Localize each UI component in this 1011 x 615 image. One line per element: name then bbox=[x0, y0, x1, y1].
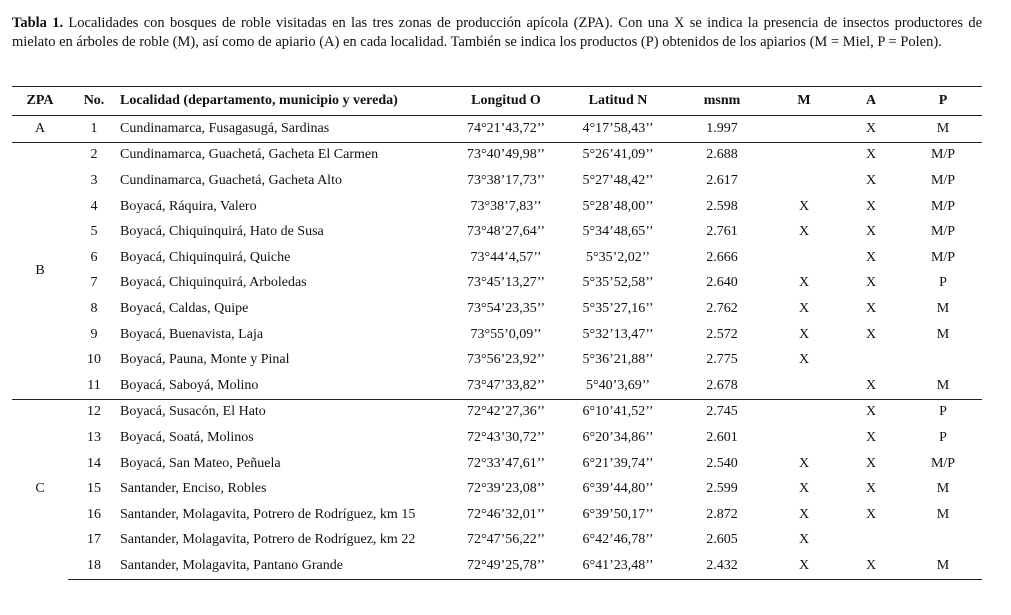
longitud-cell: 74°21’43,72’’ bbox=[450, 116, 562, 143]
productos-cell: M bbox=[936, 300, 950, 316]
productos-cell bbox=[904, 528, 982, 554]
header-latitud: Latitud N bbox=[562, 87, 674, 116]
mielato-cell bbox=[770, 142, 838, 168]
row-number: 5 bbox=[90, 224, 98, 240]
table-row bbox=[12, 347, 982, 373]
latitud-cell: 5°40’3,69’’ bbox=[585, 377, 651, 393]
mielato-cell: X bbox=[798, 506, 810, 522]
apiario-cell: X bbox=[865, 481, 877, 497]
localidad-cell: Santander, Enciso, Robles bbox=[120, 481, 267, 497]
table-row bbox=[12, 271, 982, 297]
productos-cell: M bbox=[904, 553, 982, 579]
localidad-cell: Boyacá, Chiquinquirá, Arboledas bbox=[120, 275, 307, 291]
longitud-cell: 73°44’4,57’’ bbox=[470, 249, 542, 265]
caption-label: Tabla 1. bbox=[12, 15, 64, 31]
mielato-cell bbox=[770, 425, 838, 451]
productos-cell: M/P bbox=[904, 142, 982, 168]
row-number: 12 bbox=[68, 399, 120, 425]
msnm-cell: 1.997 bbox=[674, 116, 770, 143]
mielato-cell bbox=[770, 399, 838, 425]
row-number: 16 bbox=[87, 506, 101, 522]
table-row bbox=[12, 194, 982, 220]
row-number: 8 bbox=[90, 300, 98, 316]
msnm-cell: 2.617 bbox=[706, 172, 738, 188]
apiario-cell: X bbox=[865, 377, 877, 393]
longitud-cell: 73°47’33,82’’ bbox=[466, 377, 546, 393]
mielato-cell bbox=[770, 373, 838, 399]
localidad-cell: Boyacá, Soatá, Molinos bbox=[120, 429, 254, 445]
row-number: 14 bbox=[87, 455, 101, 471]
apiario-cell bbox=[838, 528, 904, 554]
apiario-cell: X bbox=[865, 249, 877, 265]
localidad-cell: Santander, Molagavita, Potrero de Rodríguez, km 15 bbox=[120, 506, 416, 522]
longitud-cell: 73°38’17,73’’ bbox=[466, 172, 546, 188]
localidad-cell: Santander, Molagavita, Pantano Grande bbox=[120, 553, 450, 579]
longitud-cell: 72°33’47,61’’ bbox=[466, 455, 546, 471]
msnm-cell: 2.605 bbox=[706, 532, 738, 548]
msnm-cell: 2.432 bbox=[674, 553, 770, 579]
apiario-cell: X bbox=[865, 455, 877, 471]
table-row bbox=[12, 451, 982, 477]
apiario-cell bbox=[838, 347, 904, 373]
table-row bbox=[12, 528, 982, 554]
row-number: 6 bbox=[90, 249, 98, 265]
mielato-cell: X bbox=[798, 481, 810, 497]
productos-cell: M bbox=[936, 481, 950, 497]
msnm-cell: 2.601 bbox=[706, 429, 738, 445]
productos-cell: M/P bbox=[930, 249, 956, 265]
localidad-cell: Boyacá, Pauna, Monte y Pinal bbox=[120, 352, 290, 368]
apiario-cell: X bbox=[838, 142, 904, 168]
latitud-cell: 4°17’58,43’’ bbox=[562, 116, 674, 143]
productos-cell: P bbox=[939, 275, 947, 291]
mielato-cell: X bbox=[798, 455, 810, 471]
latitud-cell: 6°42’46,78’’ bbox=[582, 532, 654, 548]
latitud-cell: 5°35’27,16’’ bbox=[582, 300, 654, 316]
header-zpa: ZPA bbox=[12, 87, 68, 116]
apiario-cell: X bbox=[865, 300, 877, 316]
table-row bbox=[12, 399, 982, 425]
msnm-cell: 2.666 bbox=[706, 249, 738, 265]
productos-cell: M/P bbox=[930, 172, 956, 188]
apiario-cell: X bbox=[865, 506, 877, 522]
row-number: 2 bbox=[68, 142, 120, 168]
msnm-cell: 2.761 bbox=[706, 224, 738, 240]
mielato-cell: X bbox=[798, 224, 810, 240]
row-number: 18 bbox=[68, 553, 120, 579]
mielato-cell: X bbox=[798, 352, 810, 368]
productos-cell bbox=[904, 347, 982, 373]
localidad-cell: Boyacá, Buenavista, Laja bbox=[120, 326, 264, 342]
row-number: 13 bbox=[87, 429, 101, 445]
productos-cell: M/P bbox=[930, 224, 956, 240]
productos-cell: M bbox=[904, 116, 982, 143]
table-row bbox=[12, 219, 982, 245]
table-row bbox=[12, 373, 982, 399]
productos-cell: P bbox=[939, 429, 947, 445]
latitud-cell: 6°21’39,74’’ bbox=[582, 455, 654, 471]
msnm-cell: 2.775 bbox=[706, 352, 738, 368]
header-p: P bbox=[904, 87, 982, 116]
row-number: 7 bbox=[90, 275, 98, 291]
apiario-cell: X bbox=[865, 172, 877, 188]
localities-table bbox=[12, 86, 982, 580]
productos-cell: M/P bbox=[930, 455, 956, 471]
header-a: A bbox=[838, 87, 904, 116]
mielato-cell bbox=[770, 116, 838, 143]
longitud-cell: 73°54’23,35’’ bbox=[466, 300, 546, 316]
longitud-cell: 72°43’30,72’’ bbox=[466, 429, 546, 445]
localidad-cell: Boyacá, Ráquira, Valero bbox=[120, 198, 257, 214]
latitud-cell: 5°34’48,65’’ bbox=[582, 224, 654, 240]
latitud-cell: 5°32’13,47’’ bbox=[582, 326, 654, 342]
row-number: 15 bbox=[87, 481, 101, 497]
table-row bbox=[12, 553, 982, 579]
row-number: 10 bbox=[87, 352, 101, 368]
latitud-cell: 5°27’48,42’’ bbox=[582, 172, 654, 188]
table-row bbox=[12, 425, 982, 451]
table-row bbox=[12, 296, 982, 322]
zpa-cell: A bbox=[12, 116, 68, 143]
localidad-cell: Boyacá, Caldas, Quipe bbox=[120, 300, 249, 316]
table-row bbox=[12, 142, 982, 168]
table-row bbox=[12, 502, 982, 528]
table-row bbox=[12, 476, 982, 502]
longitud-cell: 72°49’25,78’’ bbox=[450, 553, 562, 579]
zpa-cell: C bbox=[12, 399, 68, 579]
header-row bbox=[12, 87, 982, 116]
latitud-cell: 5°35’52,58’’ bbox=[582, 275, 654, 291]
longitud-cell: 73°48’27,64’’ bbox=[466, 224, 546, 240]
row-number: 4 bbox=[90, 198, 98, 214]
header-longitud: Longitud O bbox=[450, 87, 562, 116]
header-m: M bbox=[770, 87, 838, 116]
productos-cell: P bbox=[904, 399, 982, 425]
localidad-cell: Cundinamarca, Guachetá, Gacheta Alto bbox=[120, 172, 342, 188]
msnm-cell: 2.599 bbox=[706, 481, 738, 497]
header-no: No. bbox=[68, 87, 120, 116]
productos-cell: M/P bbox=[930, 198, 956, 214]
row-number: 3 bbox=[90, 172, 98, 188]
msnm-cell: 2.640 bbox=[706, 275, 738, 291]
mielato-cell bbox=[770, 168, 838, 194]
localidad-cell: Cundinamarca, Fusagasugá, Sardinas bbox=[120, 116, 450, 143]
apiario-cell: X bbox=[865, 429, 877, 445]
msnm-cell: 2.745 bbox=[674, 399, 770, 425]
msnm-cell: 2.598 bbox=[706, 198, 738, 214]
table-row bbox=[12, 322, 982, 348]
localidad-cell: Cundinamarca, Guachetá, Gacheta El Carmen bbox=[120, 142, 450, 168]
localidad-cell: Boyacá, Chiquinquirá, Quiche bbox=[120, 249, 291, 265]
apiario-cell: X bbox=[865, 275, 877, 291]
mielato-cell: X bbox=[798, 198, 810, 214]
latitud-cell: 5°36’21,88’’ bbox=[582, 352, 654, 368]
localidad-cell: Boyacá, Susacón, El Hato bbox=[120, 399, 450, 425]
apiario-cell: X bbox=[865, 326, 877, 342]
mielato-cell: X bbox=[798, 275, 810, 291]
latitud-cell: 5°35’2,02’’ bbox=[585, 249, 651, 265]
header-msnm: msnm bbox=[674, 87, 770, 116]
mielato-cell: X bbox=[770, 553, 838, 579]
msnm-cell: 2.688 bbox=[674, 142, 770, 168]
msnm-cell: 2.872 bbox=[706, 506, 738, 522]
productos-cell: M bbox=[936, 326, 950, 342]
row-number: 17 bbox=[87, 532, 101, 548]
latitud-cell: 6°41’23,48’’ bbox=[562, 553, 674, 579]
table-row bbox=[12, 116, 982, 143]
mielato-cell: X bbox=[798, 532, 810, 548]
productos-cell: M bbox=[936, 506, 950, 522]
apiario-cell: X bbox=[865, 198, 877, 214]
row-number: 9 bbox=[90, 326, 98, 342]
apiario-cell: X bbox=[838, 116, 904, 143]
longitud-cell: 73°45’13,27’’ bbox=[466, 275, 546, 291]
latitud-cell: 6°39’50,17’’ bbox=[582, 506, 654, 522]
msnm-cell: 2.678 bbox=[706, 377, 738, 393]
zpa-cell: B bbox=[12, 142, 68, 399]
mielato-cell bbox=[770, 245, 838, 271]
longitud-cell: 72°46’32,01’’ bbox=[466, 506, 546, 522]
latitud-cell: 6°20’34,86’’ bbox=[582, 429, 654, 445]
longitud-cell: 72°39’23,08’’ bbox=[466, 481, 546, 497]
longitud-cell: 72°47’56,22’’ bbox=[466, 532, 546, 548]
mielato-cell: X bbox=[798, 300, 810, 316]
longitud-cell: 73°55’0,09’’ bbox=[470, 326, 542, 342]
msnm-cell: 2.540 bbox=[706, 455, 738, 471]
longitud-cell: 73°40’49,98’’ bbox=[450, 142, 562, 168]
localidad-cell: Boyacá, Saboyá, Molino bbox=[120, 377, 259, 393]
longitud-cell: 72°42’27,36’’ bbox=[450, 399, 562, 425]
localidad-cell: Boyacá, Chiquinquirá, Hato de Susa bbox=[120, 224, 324, 240]
apiario-cell: X bbox=[865, 224, 877, 240]
row-number: 11 bbox=[87, 377, 101, 393]
latitud-cell: 5°26’41,09’’ bbox=[562, 142, 674, 168]
row-number: 1 bbox=[68, 116, 120, 143]
table-body bbox=[12, 116, 982, 580]
latitud-cell: 6°39’44,80’’ bbox=[582, 481, 654, 497]
latitud-cell: 5°28’48,00’’ bbox=[582, 198, 654, 214]
msnm-cell: 2.762 bbox=[706, 300, 738, 316]
header-localidad: Localidad (departamento, municipio y vereda) bbox=[120, 87, 450, 116]
caption-text: Localidades con bosques de roble visitadas en las tres zonas de producción apícola (ZPA). Con una X se indica la presencia de insectos productores de mielato en árboles de roble (M), así como de apiario (A) en cada localidad. También se indica los productos (P) obtenidos de los apiarios (M = Miel, P = Polen). bbox=[12, 15, 983, 50]
localidad-cell: Boyacá, San Mateo, Peñuela bbox=[120, 455, 281, 471]
mielato-cell: X bbox=[798, 326, 810, 342]
localidad-cell: Santander, Molagavita, Potrero de Rodríguez, km 22 bbox=[120, 532, 416, 548]
longitud-cell: 73°56’23,92’’ bbox=[466, 352, 546, 368]
longitud-cell: 73°38’7,83’’ bbox=[470, 198, 542, 214]
apiario-cell: X bbox=[838, 399, 904, 425]
productos-cell: M bbox=[936, 377, 950, 393]
table-row bbox=[12, 168, 982, 194]
latitud-cell: 6°10’41,52’’ bbox=[562, 399, 674, 425]
table-row bbox=[12, 245, 982, 271]
table-caption bbox=[12, 14, 982, 52]
apiario-cell: X bbox=[838, 553, 904, 579]
msnm-cell: 2.572 bbox=[706, 326, 738, 342]
